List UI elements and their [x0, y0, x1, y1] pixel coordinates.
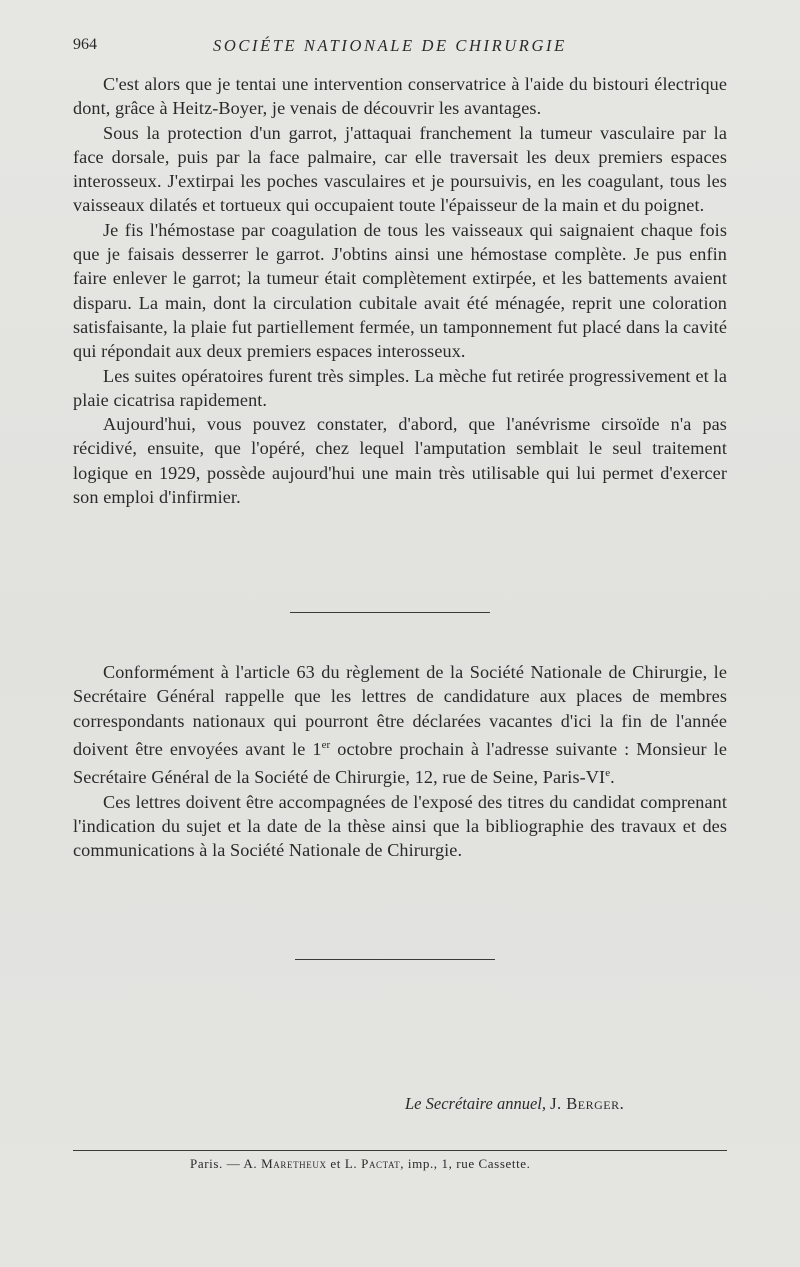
paragraph: Je fis l'hémostase par coagulation de tous les vaisseaux qui saignaient chaque fois que je faisais desserrer le garrot. J'obtins ainsi une hémostase complète. Je pus enfin faire enlever le garrot; la tumeur était complètement extirpée, et les battements avaient disparu. La main, dont la circulation cubitale avait été ménagée, reprit une coloration satisfaisante, la plaie fut partiellement fermée, un tamponnement fut placé dans la cavité qui répondait aux deux premiers espaces interosseux. [73, 219, 727, 362]
printer-imprint [190, 1156, 531, 1172]
paragraph: Aujourd'hui, vous pouvez constater, d'abord, que l'anévrisme cirsoïde n'a pas récidivé, ensuite, que l'opéré, chez lequel l'amputation semblait le seul traitement logique en 1929, possède aujourd'hui une main très utilisable qui lui permet d'exercer son emploi d'infirmier. [73, 414, 727, 508]
text-run: . [610, 767, 615, 788]
superscript: er [321, 738, 331, 751]
paragraph: Sous la protection d'un garrot, j'attaquai franchement la tumeur vasculaire par la face dorsale, puis par la face palmaire, car elle traversait les deux premiers espaces interosseux. J'extirpai les poches vasculaires et je poursuivis, en les coagulant, tous les vaisseaux dilatés et tortueux qui occupaient toute l'épaisseur de la main et du poignet. [73, 122, 727, 216]
text-run: Conformément à l'article 63 du règlement de la Société Nationale de Chirurgie, le Secrétaire Général rappelle que les lettres de candidature aux places de membres correspondants nationaux qui pourront être déclarées vacantes d'ici la fin de l'année doivent être envoyées avant le 1 [73, 662, 727, 759]
section-divider [295, 959, 495, 960]
printer-name: Pactat [361, 1156, 401, 1171]
imprint-text: Paris. — A. [190, 1156, 262, 1171]
case-report-text [73, 72, 727, 509]
text-run: octobre prochain à l'adresse suivante : Monsieur le Secrétaire Général de la Société de Chirurgie, 12, rue de Seine, Paris-VI [73, 738, 727, 788]
footer-rule [73, 1150, 727, 1151]
signature-role: Le Secrétaire annuel, [405, 1094, 546, 1113]
paragraph: Les suites opératoires furent très simples. La mèche fut retirée progressivement et la plaie cicatrisa rapidement. [73, 365, 727, 410]
paragraph [73, 660, 727, 790]
running-head [73, 36, 733, 60]
journal-title: SOCIÉTE NATIONALE DE CHIRURGIE [213, 36, 567, 55]
imprint-text: et L. [326, 1156, 362, 1171]
signature-name: J. Berger. [550, 1094, 625, 1113]
paragraph: C'est alors que je tentai une intervention conservatrice à l'aide du bistouri électrique dont, grâce à Heitz-Boyer, je venais de découvrir les avantages. [73, 74, 727, 119]
paragraph: Ces lettres doivent être accompagnées de l'exposé des titres du candidat comprenant l'indication du sujet et la date de la thèse ainsi que la bibliographie des travaux et des communications à la Société Nationale de Chirurgie. [73, 791, 727, 861]
printer-name: Maretheux [261, 1156, 327, 1171]
section-divider [290, 612, 490, 613]
signature [405, 1094, 624, 1114]
page-number: 964 [73, 36, 97, 53]
superscript: e [605, 767, 611, 780]
announcement-text [73, 660, 727, 863]
imprint-text: , imp., 1, rue Cassette. [400, 1156, 531, 1171]
